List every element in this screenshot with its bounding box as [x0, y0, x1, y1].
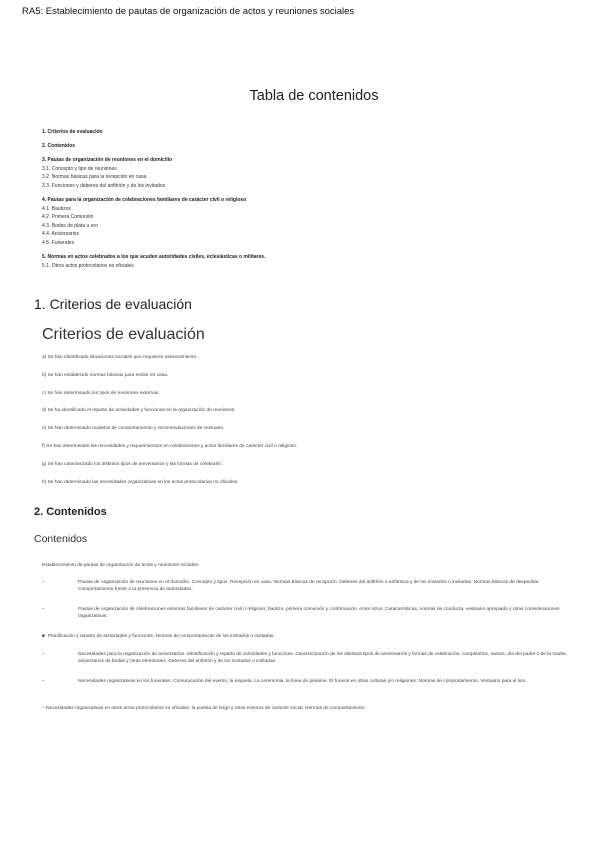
toc-link-contenidos[interactable]: 2. Contenidos	[42, 143, 76, 150]
list-dash: –	[42, 580, 45, 585]
criterion-item: c) Se han determinado los tipos de reuniones externas.	[42, 391, 160, 396]
section2-heading: 2. Contenidos	[34, 506, 107, 518]
toc-subitem[interactable]: 4.5. Funerales	[42, 240, 74, 247]
criterion-item: g) Se han caracterizado los distintos tipos de aniversarios y las formas de celebrarlo.	[42, 462, 223, 467]
list-dash: –	[42, 607, 45, 612]
contents-item	[42, 579, 572, 593]
toc-subitem[interactable]: 3.3. Funciones y deberes del anfitrión y de los invitados	[42, 182, 166, 189]
criterion-item: f) Se han determinado las necesidades y requerimientos en celebraciones y actos familiares de carácter civil o religioso.	[42, 444, 298, 449]
criterion-item: b) Se han establecido normas básicas para recibir en casa.	[42, 373, 169, 378]
criterion-item: e) Se han determinado modelos de comportamiento y recomendaciones de vestuario.	[42, 426, 225, 431]
contents-item	[42, 651, 572, 665]
contents-item-text: Necesidades para la organización de aniversarios. Identificación y reparto de actividades y funciones. Caracterización de los distintos tipos de aniversarios y formas de celebración; cumpleaños, santos, día del padre o de la madre, aniversarios de bodas y otras efemérides. Deberes del anfitrión y de los invitados o invitadas.	[78, 652, 568, 664]
contents-item	[42, 633, 572, 640]
section2-subheading: Contenidos	[34, 533, 88, 545]
list-dash: –	[42, 679, 45, 684]
contents-item	[42, 705, 572, 712]
toc-subitem[interactable]: 4.1. Bautizos	[42, 205, 71, 212]
contents-item	[42, 678, 572, 685]
contents-item	[42, 606, 572, 620]
toc-subitem[interactable]: 4.3. Bodas de plata u oro	[42, 222, 98, 229]
list-bullet: ■	[42, 634, 45, 639]
contents-item-text: Pautas de organización de reuniones en el domicilio. Concepto y tipos. Recepción en casa. Normas básicas de recepción. Deberes del anfitrión o anfitriona y de los invitados o invitadas. Normas básicas de despedida. Comportamiento frente a la presencia de autoridades.	[78, 580, 540, 592]
toc-link-criterios[interactable]: 1. Criterios de evaluación	[42, 129, 103, 135]
list-dash: –	[42, 652, 45, 657]
toc-group	[42, 253, 562, 270]
section1-heading: 1. Criterios de evaluación	[34, 296, 192, 312]
toc-subitem[interactable]: 3.1. Concepto y tipo de reuniones	[42, 165, 117, 172]
contents-item-text: Planificación y reparto de actividades y funciones. Normas de comportamiento de los invitados o invitadas.	[48, 634, 275, 639]
toc-title: Tabla de contenidos	[249, 88, 379, 104]
toc-subitem[interactable]: 5.1. Otros actos protocolarios no oficiales	[42, 262, 134, 269]
criterion-item: h) Se han determinado las necesidades organizativas en los actos protocolarios no oficiales.	[42, 480, 239, 485]
criterion-item: d) Se ha identificado el reparto de actividades y funciones en la organización de reuniones.	[42, 408, 236, 413]
section1-subheading: Criterios de evaluación	[42, 326, 205, 343]
toc-link-pautas-domicilio[interactable]: 3. Pautas de organización de reuniones en el domicilio	[42, 157, 173, 164]
page-header-title: RA5: Establecimiento de pautas de organización de actos y reuniones sociales	[22, 6, 355, 17]
contents-item-text: Necesidades organizativas en los funerales. Comunicación del evento, la esquela. La ceremonia, la línea de pésame. El funeral en otras culturas y/o religiones. Normas de comportamiento. Vestuario para el luto.	[78, 679, 527, 684]
toc-group	[42, 128, 562, 137]
contents-intro: Establecimiento de pautas de organización de actos y reuniones sociales:	[42, 563, 200, 568]
criterion-item: a) Se han identificado situaciones sociales que requieren asesoramiento.	[42, 355, 198, 360]
toc-link-celebraciones[interactable]: 4. Pautas para la organización de celebraciones familiares de carácter civil o religioso	[42, 197, 247, 204]
toc-group	[42, 196, 562, 248]
toc-link-normas-autoridades[interactable]: 5. Normas en actos celebrados a los que acuden autoridades civiles, eclesiásticas o militares.	[42, 254, 266, 261]
toc-subitem[interactable]: 4.4. Aniversarios	[42, 231, 79, 238]
toc-subitem[interactable]: 3.2. Normas básicas para la recepción en casa	[42, 174, 147, 181]
contents-item-text: Pautas de organización de celebraciones externas familiares de carácter civil o religioso; bautizo, primera comunión y confirmación, entre otros. Características, normas de conducta, vestuario apropiado y otras consideraciones organizativas.	[78, 607, 560, 619]
toc-group	[42, 142, 562, 151]
toc-group	[42, 156, 562, 190]
toc-subitem[interactable]: 4.2. Primera Comunión	[42, 214, 94, 221]
table-of-contents	[42, 128, 562, 276]
contents-item-text: – Necesidades organizativas en otros actos protocolarios no oficiales; la puesta de largo y otros eventos de carácter social. Normas de comportamiento.	[42, 706, 366, 711]
